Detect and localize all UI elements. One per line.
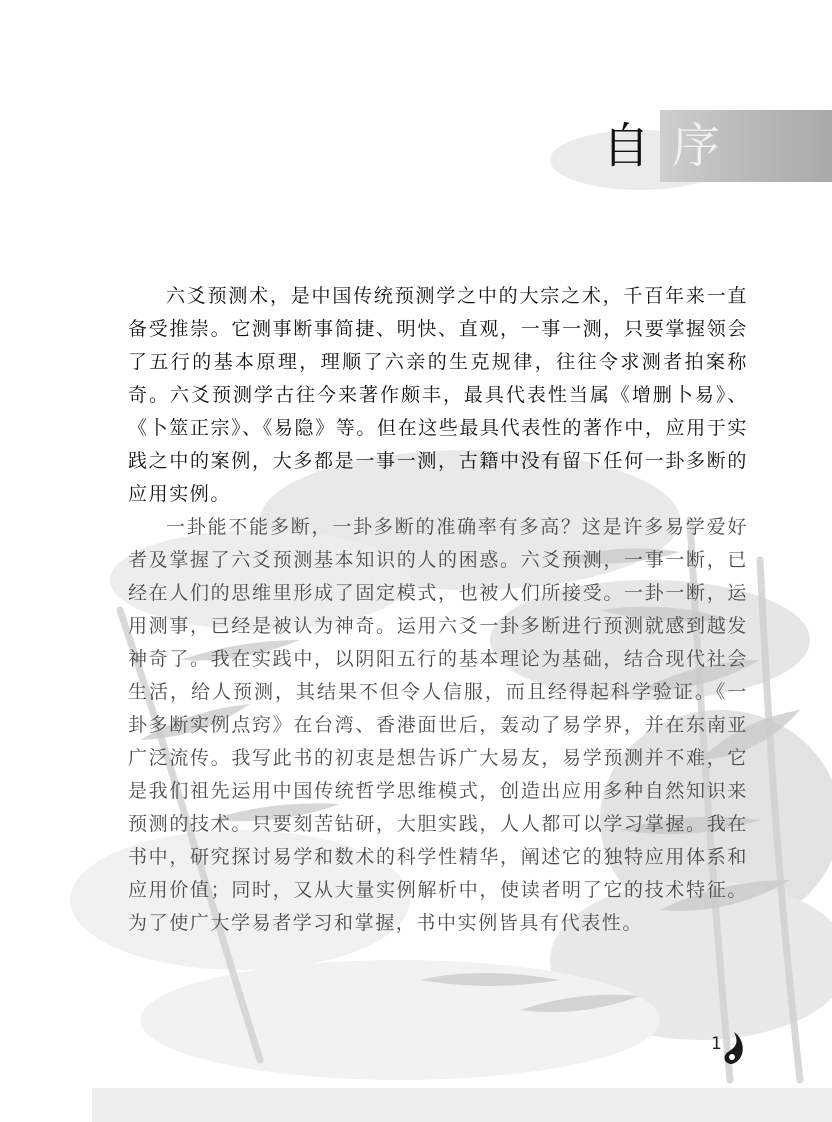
yin-yang-icon [720, 1030, 748, 1066]
page-title-char-xu: 序 [672, 118, 721, 174]
page-number: 1 [711, 1034, 722, 1054]
bottom-scan-strip [92, 1088, 832, 1122]
preface-body [128, 280, 748, 940]
paragraph-2: 一卦能不能多断，一卦多断的准确率有多高？这是许多易学爱好者及掌握了六爻预测基本知识的人的困惑。六爻预测，一事一断，已经在人们的思维里形成了固定模式，也被人们所接受。一卦一断，运用测事，已经是被认为神奇。运用六爻一卦多断进行预测就感到越发神奇了。我在实践中，以阴阳五行的基本理论为基础，结合现代社会生活，给人预测，其结果不但令人信服，而且经得起科学验证。《一卦多断实例点窍》在台湾、香港面世后，轰动了易学界，并在东南亚广泛流传。我写此书的初衷是想告诉广大易友，易学预测并不难，它是我们祖先运用中国传统哲学思维模式，创造出应用多种自然知识来预测的技术。只要刻苦钻研，大胆实践，人人都可以学习掌握。我在书中，研究探讨易学和数术的科学性精华，阐述它的独特应用体系和应用价值；同时，又从大量实例解析中，使读者明了它的技术特征。为了使广大学易者学习和掌握，书中实例皆具有代表性。 [128, 516, 748, 934]
paragraph-1: 六爻预测术，是中国传统预测学之中的大宗之术，千百年来一直备受推崇。它测事断事简捷、明快、直观，一事一测，只要掌握领会了五行的基本原理，理顺了六亲的生克规律，往往令求测者拍案称奇。六爻预测学古往今来著作颇丰，最具代表性当属《增删卜易》、《卜筮正宗》、《易隐》等。但在这些最具代表性的著作中，应用于实践之中的案例，大多都是一事一测，古籍中没有留下任何一卦多断的应用实例。 [128, 285, 748, 505]
page-title-char-zi: 自 [602, 118, 651, 174]
